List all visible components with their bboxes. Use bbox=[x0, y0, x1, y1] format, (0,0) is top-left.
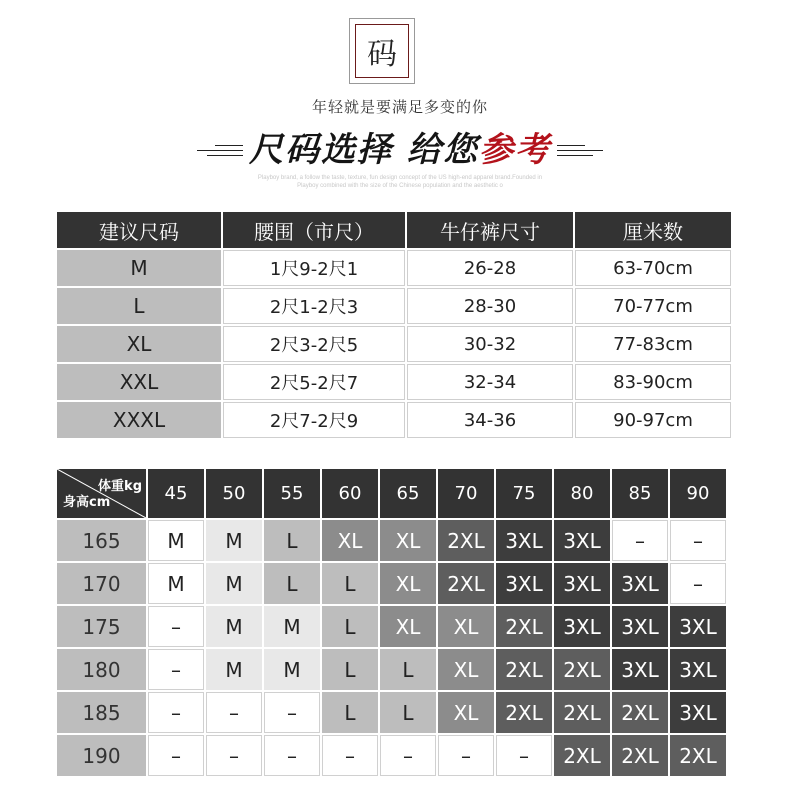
weight-header-cell: 85 bbox=[612, 469, 668, 518]
size-recommendation-cell: – bbox=[264, 692, 320, 733]
size-recommendation-cell: 3XL bbox=[496, 520, 552, 561]
size-recommendation-cell: – bbox=[380, 735, 436, 776]
size-recommendation-cell: – bbox=[206, 735, 262, 776]
size-recommendation-cell: 2XL bbox=[554, 735, 610, 776]
weight-table-row bbox=[57, 563, 726, 604]
size-recommendation-cell: 2XL bbox=[438, 520, 494, 561]
size-recommendation-cell: M bbox=[206, 563, 262, 604]
headline bbox=[0, 126, 800, 174]
weight-table-body bbox=[57, 520, 726, 776]
title-badge bbox=[349, 18, 415, 84]
weight-header-cell: 75 bbox=[496, 469, 552, 518]
fine-print-line-2: Playboy combined with the size of the Chinese population and the aesthetic o bbox=[297, 183, 503, 189]
size-recommendation-cell: XL bbox=[380, 520, 436, 561]
size-recommendation-cell: M bbox=[206, 649, 262, 690]
size-label-cell: L bbox=[57, 288, 221, 324]
size-recommendation-cell: XL bbox=[438, 649, 494, 690]
size-table-row bbox=[57, 288, 731, 324]
weight-table-row bbox=[57, 649, 726, 690]
size-table-cell: 2尺1-2尺3 bbox=[223, 288, 405, 324]
size-recommendation-cell: L bbox=[264, 520, 320, 561]
size-recommendation-cell: – bbox=[496, 735, 552, 776]
size-recommendation-cell: – bbox=[148, 606, 204, 647]
weight-height-table bbox=[55, 467, 728, 778]
size-table-cell: 77-83cm bbox=[575, 326, 731, 362]
size-recommendation-cell: M bbox=[264, 649, 320, 690]
size-recommendation-cell: L bbox=[264, 563, 320, 604]
size-recommendation-cell: 3XL bbox=[554, 520, 610, 561]
size-table-cell: 2尺3-2尺5 bbox=[223, 326, 405, 362]
weight-table-row bbox=[57, 520, 726, 561]
size-recommendation-cell: 3XL bbox=[670, 649, 726, 690]
headline-part2: 给您 bbox=[407, 130, 479, 170]
height-label-cell: 185 bbox=[57, 692, 146, 733]
fine-print-line-1: Playboy brand, a follow the taste, texture, fun design concept of the US high-end apparel brand.Founded in bbox=[257, 175, 543, 181]
corner-weight-label: 体重kg bbox=[98, 479, 142, 494]
size-table-row bbox=[57, 326, 731, 362]
size-recommendation-cell: – bbox=[148, 692, 204, 733]
size-recommendation-cell: L bbox=[322, 649, 378, 690]
size-recommendation-cell: XL bbox=[438, 606, 494, 647]
size-table-cell: 32-34 bbox=[407, 364, 573, 400]
size-label-cell: XXXL bbox=[57, 402, 221, 438]
size-recommendation-cell: – bbox=[670, 520, 726, 561]
size-recommendation-cell: 2XL bbox=[612, 692, 668, 733]
size-recommendation-cell: 2XL bbox=[496, 606, 552, 647]
size-table-header-row bbox=[57, 212, 731, 248]
size-table-cell: 63-70cm bbox=[575, 250, 731, 286]
size-recommendation-cell: 2XL bbox=[612, 735, 668, 776]
size-label-cell: XXL bbox=[57, 364, 221, 400]
size-recommendation-cell: – bbox=[206, 692, 262, 733]
size-table-header-cell: 厘米数 bbox=[575, 212, 731, 248]
size-recommendation-cell: M bbox=[264, 606, 320, 647]
weight-table-row bbox=[57, 692, 726, 733]
weight-header-cell: 55 bbox=[264, 469, 320, 518]
size-recommendation-cell: L bbox=[380, 692, 436, 733]
weight-header-cell: 70 bbox=[438, 469, 494, 518]
size-table-header-cell: 建议尺码 bbox=[57, 212, 221, 248]
size-table-cell: 28-30 bbox=[407, 288, 573, 324]
size-table-body bbox=[57, 250, 731, 438]
size-recommendation-cell: – bbox=[148, 649, 204, 690]
size-table-cell: 30-32 bbox=[407, 326, 573, 362]
size-recommendation-cell: 3XL bbox=[670, 692, 726, 733]
size-recommendation-cell: 2XL bbox=[554, 649, 610, 690]
size-recommendation-cell: 3XL bbox=[612, 606, 668, 647]
size-recommendation-cell: 3XL bbox=[612, 563, 668, 604]
height-label-cell: 170 bbox=[57, 563, 146, 604]
size-recommendation-cell: L bbox=[322, 692, 378, 733]
size-recommendation-cell: – bbox=[438, 735, 494, 776]
size-recommendation-cell: – bbox=[612, 520, 668, 561]
size-table-cell: 83-90cm bbox=[575, 364, 731, 400]
size-table-cell: 90-97cm bbox=[575, 402, 731, 438]
weight-header-cell: 60 bbox=[322, 469, 378, 518]
headline-left-lines bbox=[197, 145, 243, 156]
tagline: 年轻就是要满足多变的你 bbox=[311, 98, 488, 116]
size-table-header-cell: 牛仔裤尺寸 bbox=[407, 212, 573, 248]
size-table-cell: 2尺5-2尺7 bbox=[223, 364, 405, 400]
size-recommendation-cell: L bbox=[322, 606, 378, 647]
size-recommendation-cell: – bbox=[322, 735, 378, 776]
size-table-cell: 70-77cm bbox=[575, 288, 731, 324]
size-recommendation-cell: 2XL bbox=[670, 735, 726, 776]
size-table-cell: 34-36 bbox=[407, 402, 573, 438]
size-table-cell: 26-28 bbox=[407, 250, 573, 286]
size-recommendation-cell: XL bbox=[322, 520, 378, 561]
size-label-cell: XL bbox=[57, 326, 221, 362]
weight-header-row bbox=[57, 469, 726, 518]
size-recommendation-cell: M bbox=[206, 520, 262, 561]
size-recommendation-cell: – bbox=[264, 735, 320, 776]
size-recommendation-cell: 3XL bbox=[670, 606, 726, 647]
weight-header-cell: 65 bbox=[380, 469, 436, 518]
headline-text bbox=[249, 126, 551, 174]
size-recommendation-cell: – bbox=[670, 563, 726, 604]
weight-header-cell: 50 bbox=[206, 469, 262, 518]
size-recommendation-cell: 3XL bbox=[554, 563, 610, 604]
weight-header-cell: 45 bbox=[148, 469, 204, 518]
size-recommendation-cell: M bbox=[148, 563, 204, 604]
headline-part3: 参考 bbox=[479, 130, 551, 170]
size-recommendation-cell: XL bbox=[380, 563, 436, 604]
height-label-cell: 165 bbox=[57, 520, 146, 561]
corner-cell bbox=[57, 469, 146, 518]
weight-header-cell: 80 bbox=[554, 469, 610, 518]
size-recommendation-cell: XL bbox=[380, 606, 436, 647]
size-recommendation-cell: 3XL bbox=[554, 606, 610, 647]
weight-table-row bbox=[57, 606, 726, 647]
size-recommendation-cell: 2XL bbox=[438, 563, 494, 604]
size-recommendation-cell: M bbox=[206, 606, 262, 647]
weight-table-row bbox=[57, 735, 726, 776]
size-recommendation-cell: 3XL bbox=[496, 563, 552, 604]
height-label-cell: 180 bbox=[57, 649, 146, 690]
size-table-row bbox=[57, 250, 731, 286]
corner-height-label: 身高cm bbox=[63, 495, 111, 510]
height-label-cell: 190 bbox=[57, 735, 146, 776]
size-recommendation-cell: 2XL bbox=[554, 692, 610, 733]
headline-right-lines bbox=[557, 145, 603, 156]
size-recommendation-cell: M bbox=[148, 520, 204, 561]
height-label-cell: 175 bbox=[57, 606, 146, 647]
size-table bbox=[55, 210, 733, 440]
size-recommendation-cell: XL bbox=[438, 692, 494, 733]
size-recommendation-cell: 2XL bbox=[496, 649, 552, 690]
weight-header-cell: 90 bbox=[670, 469, 726, 518]
size-recommendation-cell: 2XL bbox=[496, 692, 552, 733]
size-table-row bbox=[57, 364, 731, 400]
size-table-cell: 1尺9-2尺1 bbox=[223, 250, 405, 286]
size-recommendation-cell: L bbox=[380, 649, 436, 690]
size-label-cell: M bbox=[57, 250, 221, 286]
size-recommendation-cell: L bbox=[322, 563, 378, 604]
headline-part1: 尺码选择 bbox=[249, 130, 393, 170]
size-table-header-cell: 腰围（市尺） bbox=[223, 212, 405, 248]
size-recommendation-cell: 3XL bbox=[612, 649, 668, 690]
size-table-row bbox=[57, 402, 731, 438]
title-badge-char: 码 bbox=[355, 24, 409, 78]
size-table-cell: 2尺7-2尺9 bbox=[223, 402, 405, 438]
size-recommendation-cell: – bbox=[148, 735, 204, 776]
